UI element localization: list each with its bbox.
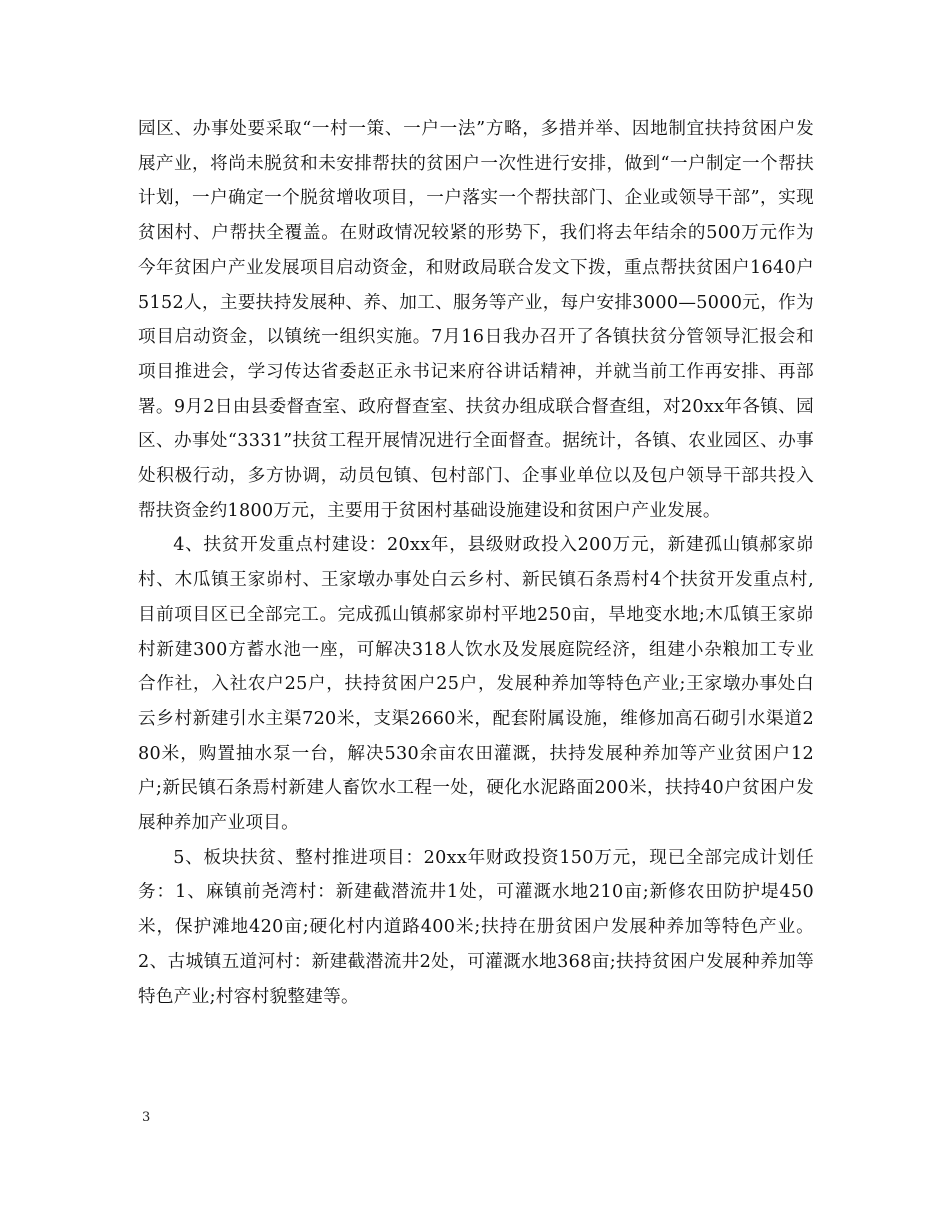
paragraph-whole-village-projects: 5、板块扶贫、整村推进项目：20xx年财政投资150万元，现已全部完成计划任务：1、麻镇前尧湾村：新建截潜流井1处，可灌溉水地210亩;新修农田防护堤450米，保护滩地420亩;硬化村内道路400米;扶持在册贫困户发展种养加等特色产业。2、古城镇五道河村：新建截潜流井2处，可灌溉水地368亩;扶持贫困户发展种养加等特色产业;村容村貌整建等。 — [138, 847, 814, 1007]
paragraph-continuation: 园区、办事处要采取“一村一策、一户一法”方略，多措并举、因地制宜扶持贫困户发展产业，将尚未脱贫和未安排帮扶的贫困户一次性进行安排，做到“一户制定一个帮扶计划，一户确定一个脱贫增收项目，一户落实一个帮扶部门、企业或领导干部”，实现贫困村、户帮扶全覆盖。在财政情况较紧的形势下，我们将去年结余的500万元作为今年贫困户产业发展项目启动资金，和财政局联合发文下拨，重点帮扶贫困户1640户5152人，主要扶持发展种、养、加工、服务等产业，每户安排3000—5000元，作为项目启动资金，以镇统一组织实施。7月16日我办召开了各镇扶贫分管领导汇报会和项目推进会，学习传达省委赵正永书记来府谷讲话精神，并就当前工作再安排、再部署。9月2日由县委督查室、政府督查室、扶贫办组成联合督查组，对20xx年各镇、园区、办事处“3331”扶贫工程开展情况进行全面督查。据统计，各镇、农业园区、办事处积极行动，多方协调，动员包镇、包村部门、企事业单位以及包户领导干部共投入帮扶资金约1800万元，主要用于贫困村基础设施建设和贫困户产业发展。 — [138, 119, 814, 521]
page-number: 3 — [142, 1110, 151, 1125]
document-body — [138, 112, 814, 1014]
paragraph-key-village-construction: 4、扶贫开发重点村建设：20xx年，县级财政投入200万元，新建孤山镇郝家峁村、木瓜镇王家峁村、王家墩办事处白云乡村、新民镇石条焉村4个扶贫开发重点村,目前项目区已全部完工。完成孤山镇郝家峁村平地250亩，旱地变水地;木瓜镇王家峁村新建300方蓄水池一座，可解决318人饮水及发展庭院经济，组建小杂粮加工专业合作社，入社农户25户，扶持贫困户25户，发展种养加等特色产业;王家墩办事处白云乡村新建引水主渠720米，支渠2660米，配套附属设施，维修加高石砌引水渠道280米，购置抽水泵一台，解决530余亩农田灌溉，扶持发展种养加等产业贫困户12户;新民镇石条焉村新建人畜饮水工程一处，硬化水泥路面200米，扶持40户贫困户发展种养加产业项目。 — [138, 535, 814, 834]
